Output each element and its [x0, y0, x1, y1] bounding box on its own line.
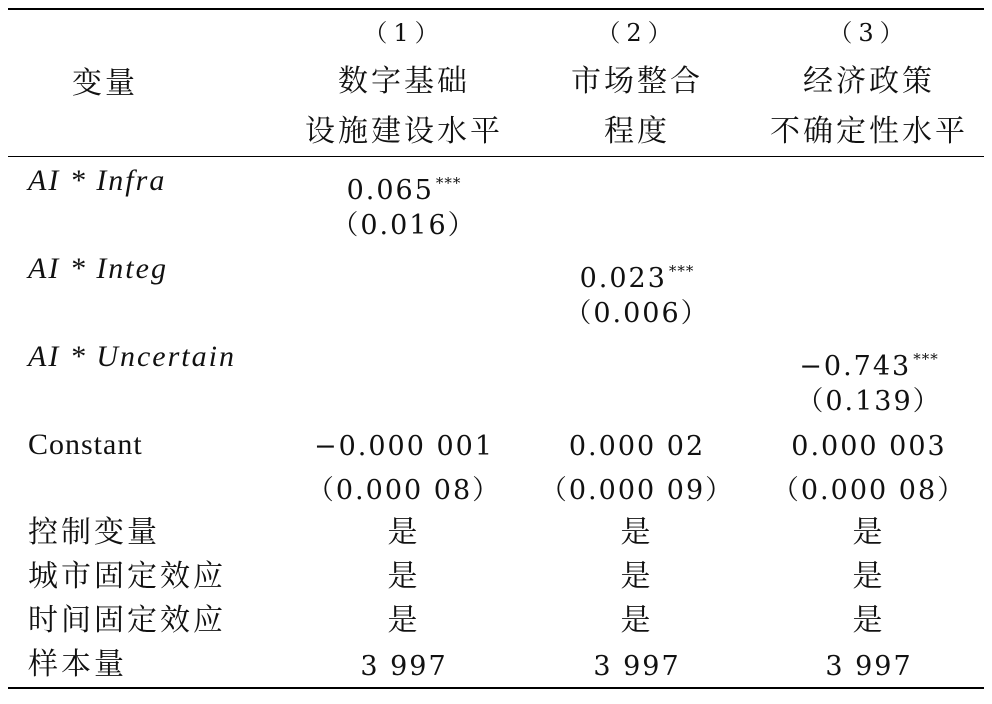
constant-se-col3: （0.000 08）	[771, 475, 967, 506]
col2-number: （2）	[596, 19, 678, 47]
sample-size-col1: 3 997	[360, 651, 448, 682]
col2-title-line2: 程度	[604, 114, 670, 149]
infra-coefficient: 0.065 ***	[346, 174, 462, 206]
header-variable: 变量	[72, 66, 138, 101]
col3-number: （3）	[828, 19, 910, 47]
significance-stars: ***	[435, 174, 462, 192]
time-fe-col1: 是	[387, 603, 421, 638]
row-label-constant: Constant	[28, 428, 143, 461]
bottom-rule	[8, 687, 984, 689]
row-label-ai-uncertain: AI * Uncertain	[28, 340, 236, 373]
row-label-sample-size: 样本量	[28, 647, 127, 682]
uncertain-coefficient: −0.743 ***	[799, 350, 939, 382]
row-label-city-fe: 城市固定效应	[28, 559, 226, 594]
controls-col2: 是	[620, 515, 654, 550]
row-label-controls: 控制变量	[28, 515, 160, 550]
sample-size-col3: 3 997	[825, 651, 913, 682]
constant-col3: 0.000 003	[791, 431, 947, 462]
col3-title-line2: 不确定性水平	[770, 114, 968, 149]
col1-title-line2: 设施建设水平	[305, 114, 503, 149]
row-label-ai-infra: AI * Infra	[28, 164, 167, 197]
constant-col1: −0.000 001	[313, 431, 495, 462]
significance-stars: ***	[913, 350, 939, 368]
controls-col3: 是	[852, 515, 886, 550]
uncertain-std-error: （0.139）	[796, 386, 942, 417]
significance-stars: ***	[668, 262, 695, 280]
col1-number: （1）	[363, 19, 445, 47]
controls-col1: 是	[387, 515, 421, 550]
row-label-ai-integ: AI * Integ	[28, 252, 168, 285]
city-fe-col2: 是	[620, 559, 654, 594]
city-fe-col1: 是	[387, 559, 421, 594]
col3-title-line1: 经济政策	[803, 64, 935, 99]
city-fe-col3: 是	[852, 559, 886, 594]
constant-se-col1: （0.000 08）	[306, 475, 502, 506]
time-fe-col2: 是	[620, 603, 654, 638]
integ-std-error: （0.006）	[564, 298, 710, 329]
sample-size-col2: 3 997	[593, 651, 681, 682]
constant-col2: 0.000 02	[568, 431, 706, 462]
header-rule	[8, 156, 984, 157]
infra-std-error: （0.016）	[331, 210, 477, 241]
col2-title-line1: 市场整合	[571, 64, 703, 99]
top-rule	[8, 8, 984, 10]
row-label-time-fe: 时间固定效应	[28, 603, 226, 638]
integ-coefficient: 0.023 ***	[579, 262, 695, 294]
col1-title-line1: 数字基础	[338, 64, 470, 99]
constant-se-col2: （0.000 09）	[539, 475, 735, 506]
time-fe-col3: 是	[852, 603, 886, 638]
